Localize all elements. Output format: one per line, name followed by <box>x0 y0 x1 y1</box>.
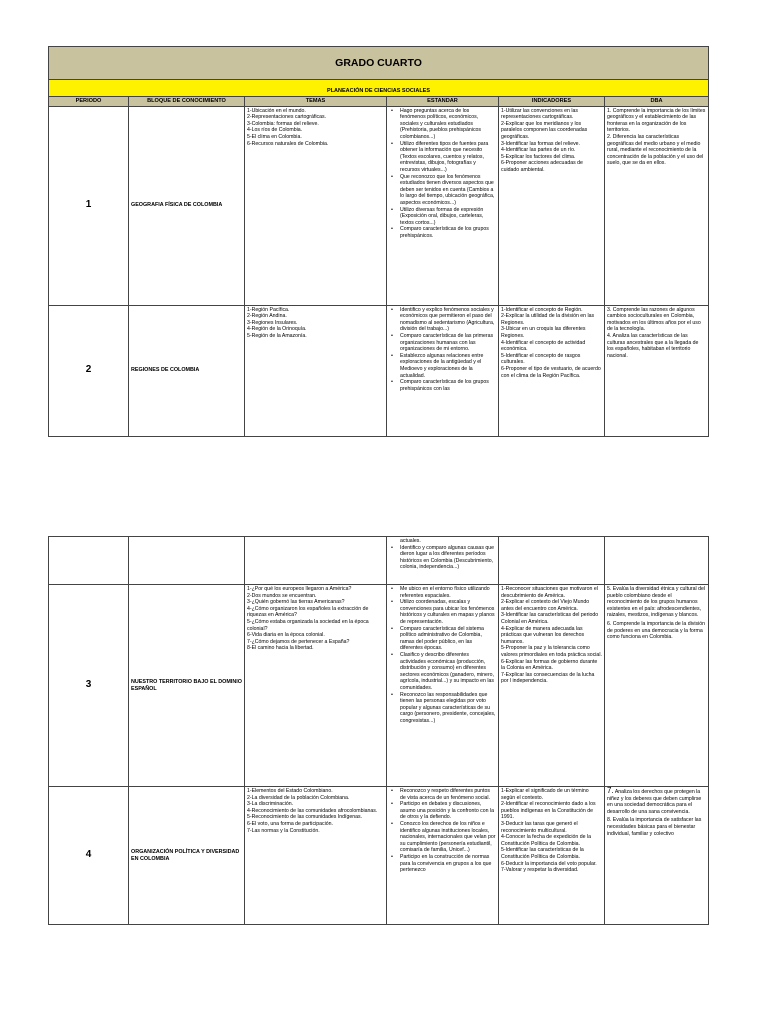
estandar-item: • Comparo características de los grupos prehispánicos. <box>400 226 496 239</box>
header-indicadores: INDICADORES <box>499 97 605 107</box>
indicador-item: 1-Explicar el significado de un término según el contexto. <box>501 788 589 801</box>
estandar-item: • Establezco algunas relaciones entre exploraciones de la antigüedad y el Medioevo y exploraciones de la actualidad. <box>400 353 496 379</box>
tema-item: 2-Dos mundos se encuentran. <box>247 592 317 599</box>
temas-cell <box>245 305 387 436</box>
temas-cell <box>245 106 387 305</box>
table-row <box>49 585 709 787</box>
estandar-cell <box>387 106 499 305</box>
estandar-item: • Utilizo diferentes tipos de fuentes para obtener la información que necesito (Textos escolares, cuentos y relatos, entrevistas, dibujos, fotografías y recursos virtuales...) <box>400 141 496 174</box>
indicador-item: 7-Valorar y respetar la diversidad. <box>501 867 579 874</box>
estandar-item: • Reconozco y respeto diferentes puntos de vista acerca de un fenómeno social. <box>400 788 496 801</box>
tema-item: 3-Colombia: formas del relieve. <box>247 120 319 127</box>
estandar-continued: actuales. <box>400 538 421 544</box>
dba-text: Analiza los derechos que protegen la niñez y los deberes que deben cumplirse en una sociedad democrática para el desarrollo de una sana convivencia. <box>607 789 702 815</box>
knowledge-block: NUESTRO TERRITORIO BAJO EL DOMINIO ESPAÑOL <box>129 585 245 787</box>
dba-item: 6. Comprende la importancia de la división de poderes en una democracia y la forma como funciona en Colombia. <box>607 620 706 641</box>
indicador-item: 6-Explicar las formas de gobierno durante la Colonia en América. <box>501 658 598 672</box>
estandar-item: • Clasifico y describo diferentes actividades económicas (producción, distribución y consumo) en diferentes sectores económicos (ganadero, minero, agrícola, industrial...) y su impacto en las comunidades. <box>400 652 496 692</box>
header-temas: TEMAS <box>245 97 387 107</box>
tema-item: 2-Región Andina. <box>247 313 287 320</box>
dba-number: 7. <box>607 786 614 795</box>
indicador-item: 4-Explicar de manera adecuada las prácticas que vulneran los derechos humanos. <box>501 625 585 645</box>
tema-item: 1-¿Por qué los europeos llegaron a América? <box>247 586 352 592</box>
estandar-item: • Reconozco las responsabilidades que tienen las personas elegidas por voto popular y algunas características de su cargo (personero, presidente, concejales, congresistas...) <box>400 692 496 725</box>
estandar-item: • Me ubico en el entorno físico utilizando referentes espaciales. <box>400 586 496 599</box>
knowledge-block: GEOGRAFIA FÍSICA DE COLOMBIA <box>129 106 245 305</box>
tema-item: 7-Las normas y la Constitución. <box>247 827 320 834</box>
tema-item: 3-¿Quién gobernó las tierras Americanas? <box>247 599 345 606</box>
estandar-cell <box>387 305 499 436</box>
temas-cell <box>245 787 387 925</box>
tema-item: 5-Reconocimiento de las comunidades Indígenas. <box>247 814 363 821</box>
dba-cell <box>605 585 709 787</box>
dba-item: 1. Comprende la importancia de los límites geográficos y el establecimiento de las fronteras en la organización de los territorios. <box>607 107 706 134</box>
indicadores-cell <box>499 787 605 925</box>
estandar-cell <box>387 537 499 585</box>
header-dba: DBA <box>605 97 709 107</box>
knowledge-block: REGIONES DE COLOMBIA <box>129 305 245 436</box>
tema-item: 5-El clima en Colombia. <box>247 133 302 140</box>
indicadores-cell <box>499 537 605 585</box>
tema-item: 5-¿Cómo estaba organizada la sociedad en la época colonial? <box>247 618 369 632</box>
indicador-item: 7-Explicar las consecuencias de la lucha por l independencia. <box>501 671 595 685</box>
subtitle: PLANEACIÓN DE CIENCIAS SOCIALES <box>49 80 709 97</box>
dba-item: 8. Evalúa la importancia de satisfacer las necesidades básicas para el bienestar individual, familiar y colectivo <box>607 817 702 837</box>
dba-item <box>607 788 706 815</box>
tema-item: 2-Representaciones cartográficas. <box>247 114 327 121</box>
tema-item: 1-Región Pacífica. <box>247 306 290 313</box>
estandar-item: • Participo en debates y discusiones, asumo una posición y la confronto con la de otros y la defiendo. <box>400 801 496 821</box>
indicador-item: 3-Ubicar en un croquis las diferentes Regiones. <box>501 326 586 339</box>
estandar-item: • Hago preguntas acerca de los fenómenos políticos, económicos, sociales y culturales estudiados (Prehistoria, pueblos prehispánicos colombianos...) <box>400 108 496 141</box>
indicador-item: 6-Proponer el tipo de vestuario, de acuerdo con el clima de la Región Pacífica. <box>501 365 601 379</box>
tema-item: 4-Reconocimiento de las comunidades afrocolombianas. <box>247 807 378 814</box>
dba-item: 5. Evalúa la diversidad étnica y cultural del pueblo colombiano desde el reconocimiento de los grupos humanos existentes en el país: afrodescendientes, raizales, mestizos, indígenas y blancos. <box>607 586 706 619</box>
dba-cell <box>605 787 709 925</box>
indicador-item: 3-Identificar las características del periodo Colonial en América. <box>501 612 599 625</box>
indicador-item: 5-Identificar las características de la Constitución Política de Colombia. <box>501 847 584 860</box>
table-row <box>49 305 709 436</box>
period-number: 4 <box>49 787 129 925</box>
dba-cell <box>605 305 709 436</box>
grade-title: GRADO CUARTO <box>49 47 709 80</box>
temas-cell <box>245 537 387 585</box>
estandar-item: • Comparo características de los grupos prehispánicos con las <box>400 379 496 392</box>
indicador-item: 5-Proponer la paz y la tolerancia como valores primordiales en toda práctica social. <box>501 645 602 658</box>
indicador-item: 2-Explicar la utilidad de la división en las Regiones. <box>501 313 595 326</box>
tema-item: 3-La discriminación. <box>247 801 294 808</box>
estandar-item: • Participo en la construcción de normas para la convivencia en grupos a los que pertenezco <box>400 854 496 874</box>
indicador-item: 1-Utilizar las convenciones en las representaciones cartográficas. <box>501 107 578 121</box>
estandar-cell <box>387 585 499 787</box>
indicador-item: 6-Proponer acciones adecuadas de cuidado ambiental. <box>501 160 583 173</box>
temas-cell <box>245 585 387 787</box>
indicador-item: 2-Explicar el contexto del Viejo Mundo antes del encuentro con América. <box>501 599 590 612</box>
estandar-item: • Que reconozco que los fenómenos estudiados tienen diversos aspectos que deben ser tenidos en cuenta (Cambios a lo largo del tiempo, ubicación geográfica, aspectos económicos...) <box>400 174 496 207</box>
header-estandar: ESTANDAR <box>387 97 499 107</box>
planning-table-page-1 <box>48 46 709 437</box>
header-bloque: BLOQUE DE CONOCIMIENTO <box>129 97 245 107</box>
indicador-item: 2-Identificar el reconocimiento dado a los pueblos indígenas en la Constitución de 1991. <box>501 801 596 821</box>
indicador-item: 4-Identificar el concepto de actividad económica. <box>501 339 586 353</box>
knowledge-block: ORGANIZACIÓN POLÍTICA Y DIVERSIDAD EN COLOMBIA <box>129 787 245 925</box>
tema-item: 5-Región de la Amazonía. <box>247 332 307 339</box>
estandar-item: • Utilizo diversas formas de expresión (Exposición oral, dibujos, carteleras, textos cortos...) <box>400 207 496 227</box>
table-row <box>49 106 709 305</box>
header-periodo: PERIODO <box>49 97 129 107</box>
planning-table-page-2 <box>48 536 709 925</box>
tema-item: 2-La diversidad de la población Colombiana. <box>247 794 350 801</box>
indicador-item: 5-Identificar el concepto de rasgos culturales. <box>501 352 581 366</box>
tema-item: 8-El camino hacia la libertad. <box>247 645 314 652</box>
dba-cell <box>605 537 709 585</box>
estandar-cell <box>387 787 499 925</box>
tema-item: 7-¿Cómo dejamos de pertenecer a España? <box>247 638 350 645</box>
dba-item: 4. Analiza las características de las culturas ancestrales que a la llegada de los españoles, habitaban el territorio nacional. <box>607 332 699 359</box>
indicador-item: 4-Conocer la fecha de expedición de la Constitución Política de Colombia. <box>501 834 591 847</box>
indicador-item: 3-Identificar las formas del relieve. <box>501 140 580 147</box>
tema-item: 3-Regiones Insulares. <box>247 319 298 326</box>
indicador-item: 2-Explicar que los meridianos y los paralelos componen las coordenadas geográficas. <box>501 120 588 140</box>
knowledge-block <box>129 537 245 585</box>
tema-item: 6-El voto, una forma de participación. <box>247 820 333 827</box>
tema-item: 4-Los ríos de Colombia. <box>247 127 303 134</box>
indicadores-cell <box>499 585 605 787</box>
indicadores-cell <box>499 305 605 436</box>
estandar-item: • Comparo características del sistema político administrativo de Colombia, ramas del poder público, en las diferentes épocas. <box>400 626 496 652</box>
tema-item: 1-Elementos del Estado Colombiano. <box>247 788 333 794</box>
indicador-item: 3-Deducir las taras que generó el reconocimiento multicultural. <box>501 820 578 834</box>
header-row <box>49 97 709 107</box>
table-row <box>49 537 709 585</box>
estandar-item: • Identifico y explico fenómenos sociales y económicos que permitieron el paso del nomadismo al sedentarismo (Agricultura, división del trabajo...) <box>400 307 496 333</box>
tema-item: 1-Ubicación en el mundo. <box>247 107 306 114</box>
indicador-item: 5-Explicar los factores del clima. <box>501 153 576 160</box>
dba-cell <box>605 106 709 305</box>
estandar-item: • Conozco los derechos de los niños e identifico algunas instituciones locales, nacionales, internacionales que velan por su cumplimiento (personería estudiantil, comisaría de familia, Unicef...) <box>400 821 496 854</box>
period-number: 3 <box>49 585 129 787</box>
indicador-item: 1-Identificar el concepto de Región. <box>501 306 583 313</box>
tema-item: 4-Región de la Orinoquía. <box>247 326 307 333</box>
dba-item: 3. Comprende las razones de algunos cambios socioculturales en Colombia, motivados en los últimos años por el uso de la tecnología. <box>607 306 701 333</box>
tema-item: 6-Recursos naturales de Colombia. <box>247 140 329 147</box>
indicador-item: 1-Reconocer situaciones que motivaron el descubrimiento de América. <box>501 586 598 599</box>
estandar-item: • Utilizo coordenadas, escalas y convenciones para ubicar los fenómenos históricos y culturales en mapas y planos de representación. <box>400 599 496 625</box>
estandar-item: • Identifico y comparo algunas causas que dieron lugar a los diferentes períodos históricos en Colombia (Descubrimiento, colonia, independencia...) <box>400 545 496 571</box>
dba-item: 2. Diferencia las características geográficas del medio urbano y el medio rural, mediante el reconocimiento de la concentración de la población y el uso del suelo, que se da en ellos. <box>607 133 704 167</box>
period-number: 1 <box>49 106 129 305</box>
period-number: 2 <box>49 305 129 436</box>
tema-item: 6-Vida diaria en la época colonial. <box>247 632 325 639</box>
tema-item: 4-¿Cómo organizaron los españoles la extracción de riquezas en América? <box>247 605 369 619</box>
indicadores-cell <box>499 106 605 305</box>
indicador-item: 6-Deducir la importancia del voto popular. <box>501 860 597 867</box>
indicador-item: 4-Identificar las partes de un río. <box>501 147 576 154</box>
period-number <box>49 537 129 585</box>
table-row <box>49 787 709 925</box>
estandar-item: • Comparo características de las primeras organizaciones humanas con las organizaciones de mi entorno. <box>400 333 496 353</box>
